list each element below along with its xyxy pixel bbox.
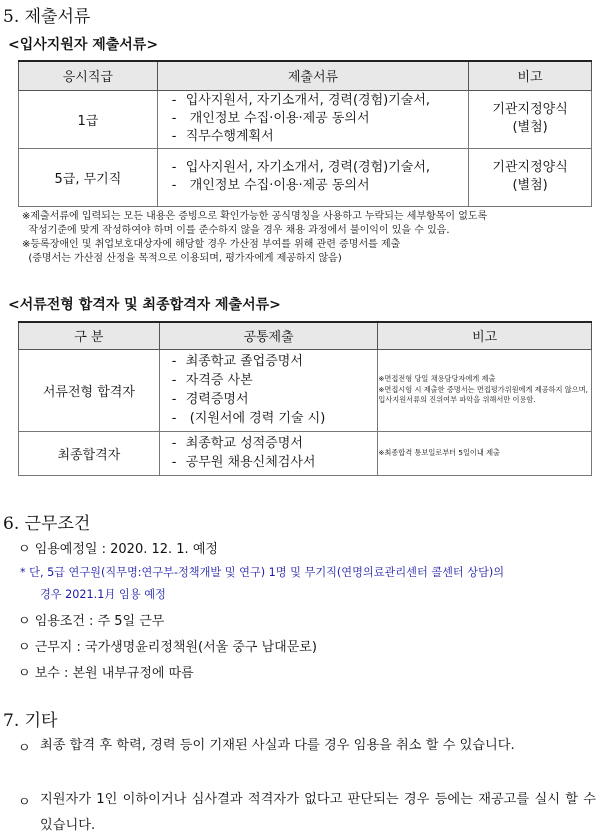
paragraph-reannouncement: 지원자가 1인 이하이거나 심사결과 적격자가 없다고 판단되는 경우 등에는 재공고를 실시 할 수 있습니다. [40, 792, 596, 833]
header-remarks: 비고 [378, 322, 592, 349]
list-item: - 입사지원서, 자기소개서, 경력(경험)기술서, [172, 92, 468, 110]
note-line: 작성기준에 맞게 작성하여야 하며 이를 준수하지 않을 경우 채용 과정에서 불이익이 있을 수 있음. [22, 225, 450, 236]
section-7-title: 7. 기타 [3, 711, 58, 731]
list-item-continuation: - 개인정보 수집·이용·제공 동의서 [172, 177, 468, 195]
note-line: ※제출서류에 입력되는 모든 내용은 증빙으로 확인가능한 공식명칭을 사용하고 누락되는 세부항목이 없도록 [22, 211, 488, 222]
header-remarks: 비고 [469, 61, 592, 90]
paragraph-cancellation: 최종 합격 후 학력, 경력 등이 기재된 사실과 다를 경우 임용을 취소 할 수 있습니다. [40, 738, 515, 753]
header-documents: 제출서류 [157, 61, 468, 90]
notes-block [22, 210, 487, 266]
remarks-cell: ※최종합격 통보일로부터 5일이내 제출 [378, 431, 592, 475]
table-row [19, 431, 592, 475]
work-terms-line: ㅇ 임용조건 : 주 5일 근무 [18, 614, 165, 629]
section-6-title: 6. 근무조건 [3, 514, 91, 534]
list-item-continuation: - 개인정보 수집·이용·제공 동의서 [172, 110, 468, 128]
grade-cell: 5급, 무기직 [19, 148, 158, 206]
documents-cell [159, 349, 378, 431]
remarks-cell: 기관지정양식 (별첨) [469, 90, 592, 148]
header-common: 공통제출 [159, 322, 378, 349]
exception-note-line: * 단, 5급 연구원(직무명:연구부-정책개발 및 연구) 1명 및 무기직(연명의료관리센터 콜센터 상담)의 [20, 566, 505, 579]
remarks-cell: ※면접전형 당일 채용담당자에게 제출 ※면접시험 시 제출한 증명서는 면접평가위원에게 제공하지 않으며, 입사지원서류의 진위여부 파악을 위해서만 이용함. [378, 349, 592, 431]
workplace-line: ㅇ 근무지 : 국가생명윤리정책원(서울 중구 남대문로) [18, 640, 317, 655]
header-category: 구 분 [19, 322, 160, 349]
grade-cell: 1급 [19, 90, 158, 148]
exception-note-continuation: 경우 2021.1月 임용 예정 [40, 588, 166, 601]
category-cell: 최종합격자 [19, 431, 160, 475]
list-item: - 최종학교 성적증명서 [172, 434, 378, 453]
documents-cell [157, 148, 468, 206]
table-row [19, 90, 592, 148]
list-item: - 입사지원서, 자기소개서, 경력(경험)기술서, [172, 159, 468, 177]
list-item-continuation: - (지원서에 경력 기술 시) [172, 409, 378, 428]
applicant-documents-table [18, 60, 592, 207]
start-date-line: ㅇ 임용예정일 : 2020. 12. 1. 예정 [18, 542, 218, 557]
table-row [19, 349, 592, 431]
list-item: - 공무원 채용신체검사서 [172, 453, 378, 472]
section-5-title: 5. 제출서류 [3, 7, 91, 27]
list-item: - 경력증명서 [172, 390, 378, 409]
applicant-documents-heading: <입사지원자 제출서류> [8, 37, 159, 53]
header-grade: 응시직급 [19, 61, 158, 90]
documents-cell [157, 90, 468, 148]
note-line: (증명서는 가산점 산정을 목적으로 이용되며, 평가자에게 제공하지 않음) [22, 253, 342, 264]
note-line: ※등록장애인 및 취업보호대상자에 해당할 경우 가산점 부여를 위해 관련 증명서를 제출 [22, 239, 401, 250]
remarks-cell: 기관지정양식 (별첨) [469, 148, 592, 206]
documents-cell [159, 431, 378, 475]
list-item: - 최종학교 졸업증명서 [172, 352, 378, 371]
salary-line: ㅇ 보수 : 본원 내부규정에 따름 [18, 666, 194, 681]
finalist-documents-table [18, 321, 592, 476]
bullet-marker: ㅇ [18, 795, 31, 810]
bullet-marker: ㅇ [18, 741, 31, 756]
list-item: - 자격증 사본 [172, 371, 378, 390]
table-row [19, 148, 592, 206]
finalist-documents-heading: <서류전형 합격자 및 최종합격자 제출서류> [8, 297, 281, 313]
list-item: - 직무수행계획서 [172, 128, 468, 146]
category-cell: 서류전형 합격자 [19, 349, 160, 431]
